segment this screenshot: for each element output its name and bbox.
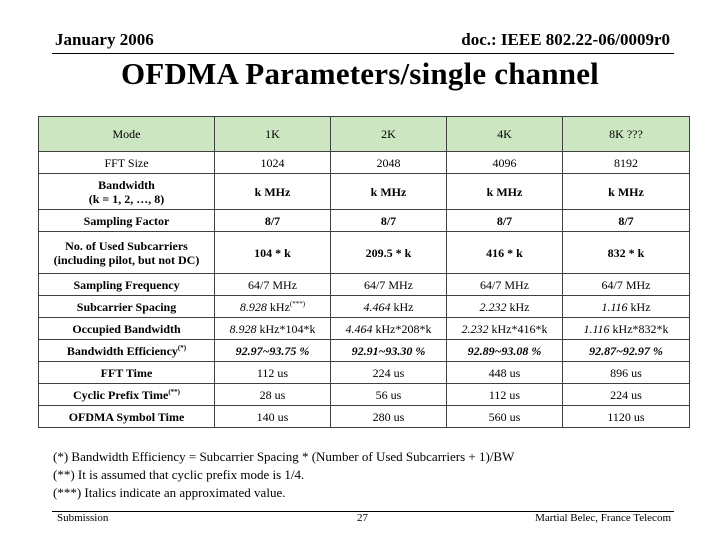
table-row bbox=[39, 362, 690, 384]
bandwidth-value: k MHz bbox=[331, 174, 447, 210]
mode-header: 4K bbox=[447, 117, 563, 152]
fft-time-value: 224 us bbox=[331, 362, 447, 384]
sampling-frequency-value: 64/7 MHz bbox=[215, 274, 331, 296]
sampling-frequency-value: 64/7 MHz bbox=[331, 274, 447, 296]
subcarrier-spacing-label: Subcarrier Spacing bbox=[39, 296, 215, 318]
occupied-bandwidth-value bbox=[447, 318, 563, 340]
spacing-footnote-mark: (***) bbox=[289, 299, 306, 308]
table-row bbox=[39, 384, 690, 406]
bandwidth-label-line1: Bandwidth bbox=[98, 177, 155, 192]
used-subcarriers-value: 209.5 * k bbox=[331, 232, 447, 274]
table-header-row bbox=[39, 117, 690, 152]
used-subcarriers-label-line1: No. of Used Subcarriers bbox=[65, 238, 188, 253]
fft-time-label: FFT Time bbox=[39, 362, 215, 384]
occupied-bandwidth-label: Occupied Bandwidth bbox=[39, 318, 215, 340]
sampling-factor-value: 8/7 bbox=[215, 210, 331, 232]
bandwidth-efficiency-label bbox=[39, 340, 215, 362]
cyclic-prefix-time-value: 112 us bbox=[447, 384, 563, 406]
spacing-unit: kHz bbox=[390, 299, 414, 314]
header-doc-id: doc.: IEEE 802.22-06/0009r0 bbox=[461, 30, 670, 49]
table-row bbox=[39, 152, 690, 174]
ofdma-symbol-time-value: 280 us bbox=[331, 406, 447, 428]
efficiency-footnote-mark: (*) bbox=[177, 343, 187, 352]
fft-size-value: 8192 bbox=[563, 152, 690, 174]
occupied-bandwidth-value bbox=[215, 318, 331, 340]
sampling-factor-value: 8/7 bbox=[563, 210, 690, 232]
footer-author: Martial Belec, France Telecom bbox=[535, 512, 671, 524]
footer-page-number: 27 bbox=[357, 512, 368, 524]
table-row bbox=[39, 340, 690, 362]
sampling-factor-value: 8/7 bbox=[331, 210, 447, 232]
table-row bbox=[39, 296, 690, 318]
bandwidth-value: k MHz bbox=[447, 174, 563, 210]
table-row bbox=[39, 318, 690, 340]
header-rule bbox=[52, 53, 674, 54]
occupied-rest: kHz*104*k bbox=[256, 321, 316, 336]
slide-title: OFDMA Parameters/single channel bbox=[120, 56, 599, 91]
bandwidth-value: k MHz bbox=[215, 174, 331, 210]
occupied-bandwidth-value bbox=[331, 318, 447, 340]
used-subcarriers-label bbox=[39, 232, 215, 274]
table-row bbox=[39, 274, 690, 296]
fft-size-value: 1024 bbox=[215, 152, 331, 174]
bandwidth-efficiency-value: 92.97~93.75 % bbox=[215, 340, 331, 362]
occupied-number: 1.116 bbox=[583, 321, 610, 336]
spacing-unit: kHz bbox=[506, 299, 530, 314]
header-date: January 2006 bbox=[55, 30, 154, 49]
spacing-unit: kHz bbox=[627, 299, 651, 314]
table-row bbox=[39, 406, 690, 428]
subcarrier-spacing-value bbox=[563, 296, 690, 318]
subcarrier-spacing-value bbox=[215, 296, 331, 318]
cyclic-prefix-time-label bbox=[39, 384, 215, 406]
spacing-number: 8.928 bbox=[239, 299, 267, 314]
subcarrier-spacing-value bbox=[331, 296, 447, 318]
cyclic-prefix-label-text: Cyclic Prefix Time bbox=[73, 387, 169, 402]
cyclic-prefix-time-value: 56 us bbox=[331, 384, 447, 406]
spacing-number: 2.232 bbox=[479, 299, 507, 314]
occupied-rest: kHz*832*k bbox=[609, 321, 669, 336]
fft-time-value: 112 us bbox=[215, 362, 331, 384]
ofdma-symbol-time-value: 140 us bbox=[215, 406, 331, 428]
spacing-unit: kHz bbox=[266, 299, 290, 314]
footnote: (***) Italics indicate an approximated value. bbox=[53, 485, 286, 500]
fft-size-value: 2048 bbox=[331, 152, 447, 174]
bandwidth-value: k MHz bbox=[563, 174, 690, 210]
ofdma-symbol-time-label: OFDMA Symbol Time bbox=[39, 406, 215, 428]
sampling-factor-label: Sampling Factor bbox=[39, 210, 215, 232]
spacing-number: 1.116 bbox=[601, 299, 628, 314]
spacing-number: 4.464 bbox=[363, 299, 391, 314]
occupied-number: 4.464 bbox=[345, 321, 373, 336]
table-row bbox=[39, 174, 690, 210]
fft-time-value: 448 us bbox=[447, 362, 563, 384]
sampling-frequency-label: Sampling Frequency bbox=[39, 274, 215, 296]
mode-header: 1K bbox=[215, 117, 331, 152]
occupied-rest: kHz*416*k bbox=[488, 321, 548, 336]
occupied-number: 2.232 bbox=[461, 321, 489, 336]
cyclic-prefix-footnote-mark: (**) bbox=[168, 387, 180, 396]
ofdma-parameters-table bbox=[38, 116, 690, 428]
used-subcarriers-value: 104 * k bbox=[215, 232, 331, 274]
ofdma-symbol-time-value: 1120 us bbox=[563, 406, 690, 428]
used-subcarriers-label-line2: (including pilot, but not DC) bbox=[53, 252, 200, 267]
footer-submission: Submission bbox=[57, 512, 109, 524]
sampling-frequency-value: 64/7 MHz bbox=[447, 274, 563, 296]
occupied-bandwidth-value bbox=[563, 318, 690, 340]
fft-time-value: 896 us bbox=[563, 362, 690, 384]
sampling-factor-value: 8/7 bbox=[447, 210, 563, 232]
mode-header: 8K ??? bbox=[563, 117, 690, 152]
mode-label: Mode bbox=[39, 117, 215, 152]
used-subcarriers-value: 416 * k bbox=[447, 232, 563, 274]
table-row bbox=[39, 210, 690, 232]
ofdma-symbol-time-value: 560 us bbox=[447, 406, 563, 428]
bandwidth-efficiency-value: 92.91~93.30 % bbox=[331, 340, 447, 362]
bandwidth-efficiency-value: 92.87~92.97 % bbox=[563, 340, 690, 362]
used-subcarriers-value: 832 * k bbox=[563, 232, 690, 274]
cyclic-prefix-time-value: 224 us bbox=[563, 384, 690, 406]
mode-header: 2K bbox=[331, 117, 447, 152]
footnote: (*) Bandwidth Efficiency = Subcarrier Spacing * (Number of Used Subcarriers + 1)/BW bbox=[53, 449, 515, 464]
footnotes bbox=[53, 448, 514, 502]
sampling-frequency-value: 64/7 MHz bbox=[563, 274, 690, 296]
subcarrier-spacing-value bbox=[447, 296, 563, 318]
occupied-number: 8.928 bbox=[229, 321, 257, 336]
bandwidth-label-line2: (k = 1, 2, …, 8) bbox=[88, 191, 165, 206]
occupied-rest: kHz*208*k bbox=[372, 321, 432, 336]
bandwidth-efficiency-value: 92.89~93.08 % bbox=[447, 340, 563, 362]
fft-size-label: FFT Size bbox=[39, 152, 215, 174]
footnote: (**) It is assumed that cyclic prefix mode is 1/4. bbox=[53, 467, 305, 482]
bandwidth-label bbox=[39, 174, 215, 210]
cyclic-prefix-time-value: 28 us bbox=[215, 384, 331, 406]
fft-size-value: 4096 bbox=[447, 152, 563, 174]
efficiency-label-text: Bandwidth Efficiency bbox=[66, 343, 178, 358]
table-row bbox=[39, 232, 690, 274]
